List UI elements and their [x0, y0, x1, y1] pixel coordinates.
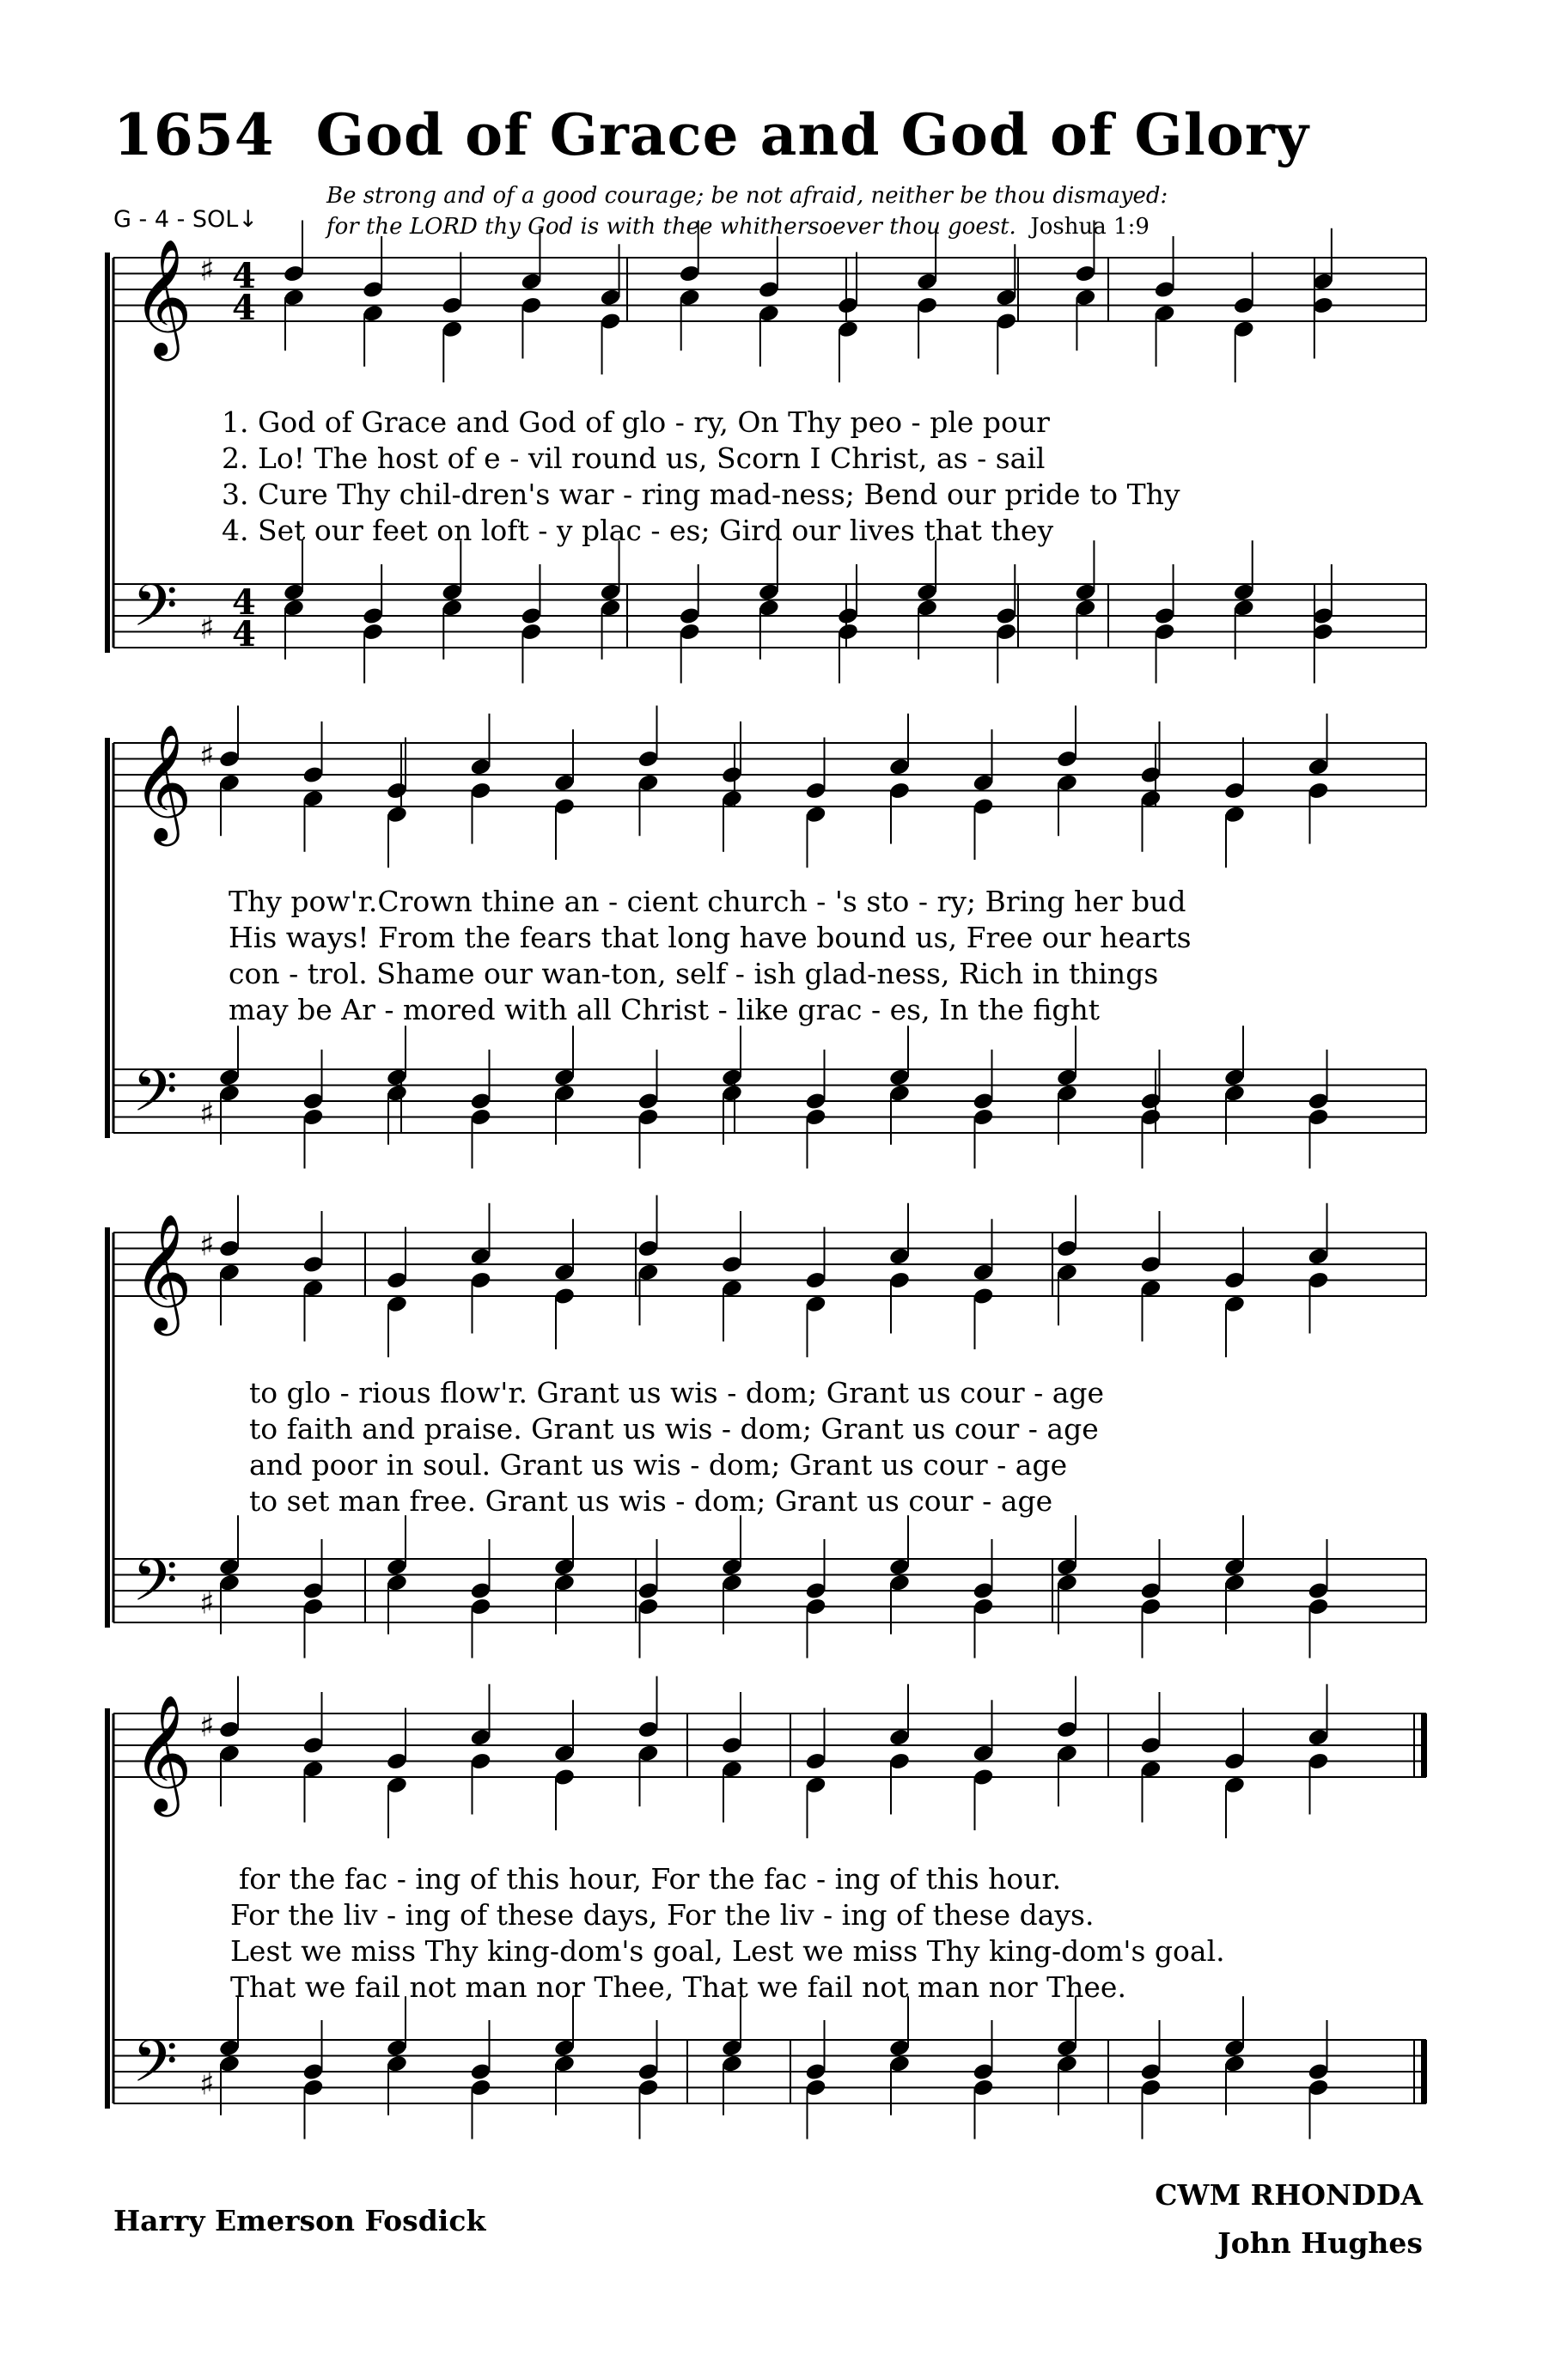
sharp-icon: ♯ — [199, 1708, 215, 1744]
composer-credit: John Hughes — [1217, 2226, 1423, 2260]
lyric-line: His ways! From the fears that long have bound us, Free our hearts — [229, 921, 1192, 954]
lyric-line: 3. Cure Thy chil-dren's war - ring mad-ness; Bend our pride to Thy — [222, 478, 1180, 511]
lyric-line: Thy pow'r.Crown thine an - cient church - 's sto - ry; Bring her bud — [229, 885, 1186, 918]
treble-clef-icon: 𝄞 — [132, 1693, 192, 1811]
lyric-line: and poor in soul. Grant us wis - dom; Grant us cour - age — [249, 1448, 1068, 1482]
hymn-title-text: God of Grace and God of Glory — [315, 101, 1309, 168]
time-signature: 4 — [232, 256, 256, 296]
bass-clef-icon: 𝄢 — [132, 1547, 178, 1629]
sharp-icon: ♯ — [199, 738, 215, 774]
hymn-number: 1654 — [113, 101, 275, 168]
final-barline — [1421, 1713, 1427, 1777]
treble-clef-icon: 𝄞 — [132, 1212, 192, 1330]
epigraph-line-2-text: for the LORD thy God is with thee whithersoever thou goest. — [326, 214, 1016, 240]
system-bracket — [105, 1227, 110, 1628]
system-bracket — [105, 1708, 110, 2109]
final-barline — [1421, 2040, 1427, 2103]
lyric-line: con - trol. Shame our wan-ton, self - ish glad-ness, Rich in things — [229, 957, 1159, 990]
epigraph-line-1: Be strong and of a good courage; be not afraid, neither be thou dismayed: — [326, 183, 1168, 209]
treble-clef-icon: 𝄞 — [132, 237, 192, 356]
sharp-icon: ♯ — [199, 1096, 215, 1132]
lyric-line: to glo - rious flow'r. Grant us wis - dom; Grant us cour - age — [249, 1376, 1105, 1409]
tune-name: CWM RHONDDA — [1155, 2178, 1423, 2212]
sharp-icon: ♯ — [199, 611, 215, 647]
lyric-line: for the fac - ing of this hour, For the fac - ing of this hour. — [239, 1862, 1062, 1896]
lyric-line: 1. God of Grace and God of glo - ry, On Thy peo - ple pour — [222, 405, 1050, 439]
bass-clef-icon: 𝄢 — [132, 1057, 178, 1140]
lyric-line: to faith and praise. Grant us wis - dom; Grant us cour - age — [249, 1412, 1099, 1446]
scripture-reference: Joshua 1:9 — [1030, 214, 1150, 240]
lyric-line: 4. Set our feet on loft - y plac - es; Gird our lives that they — [222, 514, 1054, 547]
lyric-line: may be Ar - mored with all Christ - like grac - es, In the fight — [229, 993, 1101, 1026]
system-bracket — [105, 253, 110, 653]
sharp-icon: ♯ — [199, 2067, 215, 2103]
lyric-line: For the liv - ing of these days, For the liv - ing of these days. — [230, 1898, 1095, 1932]
lyric-line: to set man free. Grant us wis - dom; Grant us cour - age — [249, 1484, 1053, 1518]
system-bracket — [105, 738, 110, 1138]
time-signature: 4 — [232, 614, 256, 654]
sharp-icon: ♯ — [199, 1586, 215, 1622]
bass-clef-icon: 𝄢 — [132, 572, 178, 654]
lyric-line: That we fail not man nor Thee, That we fail not man nor Thee. — [230, 1970, 1126, 2004]
treble-clef-icon: 𝄞 — [132, 722, 192, 841]
lyric-line: 2. Lo! The host of e - vil round us, Scorn I Christ, as - sail — [222, 441, 1046, 475]
sharp-icon: ♯ — [199, 1227, 215, 1263]
key-signature-label: G - 4 - SOL↓ — [113, 206, 258, 233]
bass-clef-icon: 𝄢 — [132, 2028, 178, 2110]
author-credit: Harry Emerson Fosdick — [113, 2204, 486, 2237]
time-signature: 4 — [232, 582, 256, 623]
sharp-icon: ♯ — [199, 253, 215, 289]
lyric-line: Lest we miss Thy king-dom's goal, Lest we miss Thy king-dom's goal. — [230, 1934, 1225, 1968]
time-signature: 4 — [232, 288, 256, 328]
